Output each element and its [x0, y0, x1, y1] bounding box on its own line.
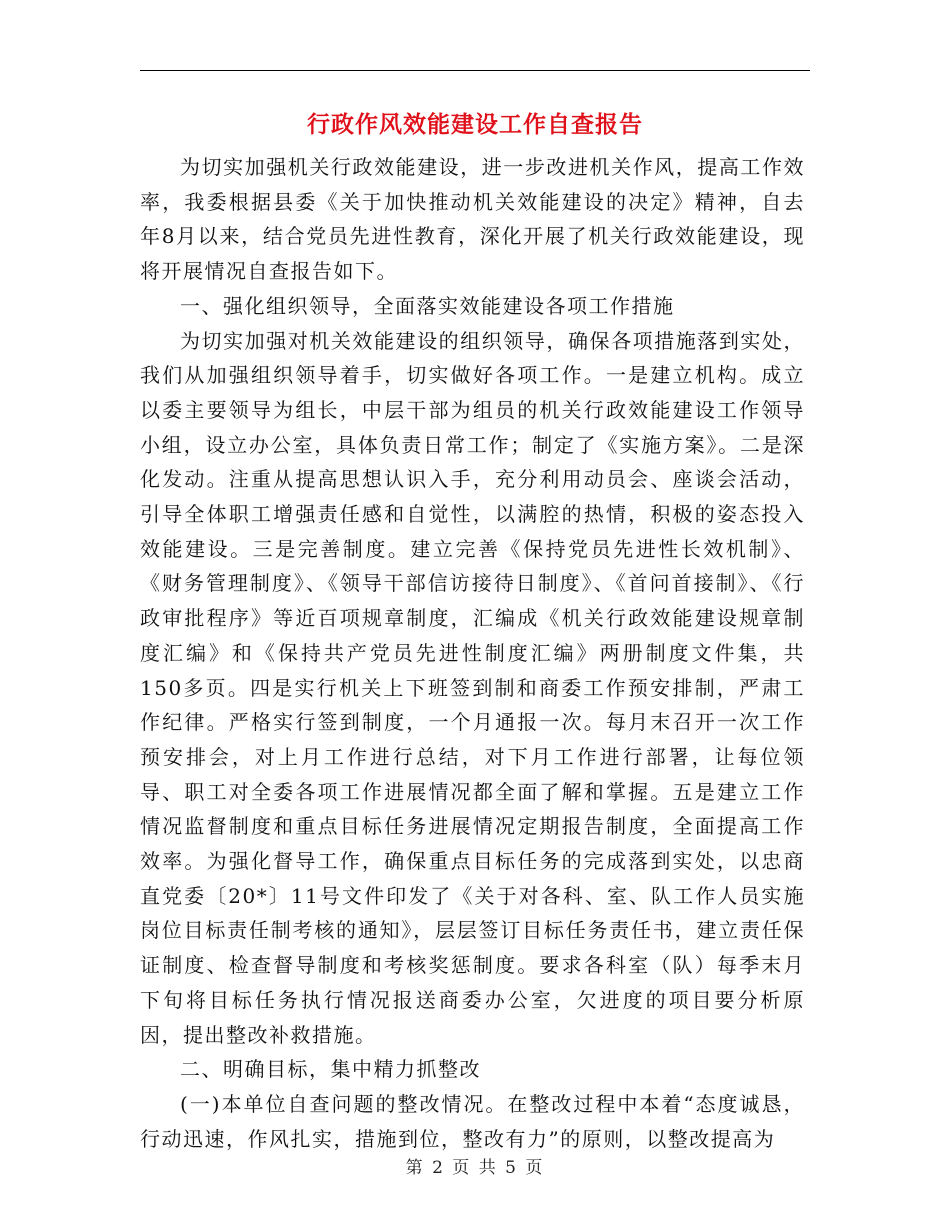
- page-footer: 第 2 页 共 5 页: [405, 1158, 545, 1178]
- section-heading-1: 一、强化组织领导，全面落实效能建设各项工作措施: [180, 293, 675, 318]
- section-heading-2: 二、明确目标，集中精力抓整改: [180, 1057, 481, 1082]
- paragraph-intro: 为切实加强机关行政效能建设，进一步改进机关作风，提高工作效率，我委根据县委《关于加快推动机关效能建设的决定》精神，自去年8月以来，结合党员先进性教育，深化开展了机关行政效能建设，现将开展情况自查报告如下。: [140, 155, 805, 284]
- document-body: [140, 150, 805, 1156]
- document-title: 行政作风效能建设工作自查报告: [307, 111, 643, 138]
- paragraph-section-2: (一)本单位自查问题的整改情况。在整改过程中本着“态度诚恳，行动迅速，作风扎实，措施到位，整改有力”的原则，以整改提高为: [140, 1091, 805, 1151]
- paragraph-section-1: 为切实加强对机关效能建设的组织领导，确保各项措施落到实处，我们从加强组织领导着手，切实做好各项工作。一是建立机构。成立以委主要领导为组长，中层干部为组员的机关行政效能建设工作领导小组，设立办公室，具体负责日常工作；制定了《实施方案》。二是深化发动。注重从提高思想认识入手，充分利用动员会、座谈会活动，引导全体职工增强责任感和自觉性，以满腔的热情，积极的姿态投入效能建设。三是完善制度。建立完善《保持党员先进性长效机制》、《财务管理制度》、《领导干部信访接待日制度》、《首问首接制》、《行政审批程序》等近百项规章制度，汇编成《机关行政效能建设规章制度汇编》和《保持共产党员先进性制度汇编》两册制度文件集，共150多页。四是实行机关上下班签到制和商委工作预安排制，严肃工作纪律。严格实行签到制度，一个月通报一次。每月末召开一次工作预安排会，对上月工作进行总结，对下月工作进行部署，让每位领导、职工对全委各项工作进展情况都全面了解和掌握。五是建立工作情况监督制度和重点目标任务进展情况定期报告制度，全面提高工作效率。为强化督导工作，确保重点目标任务的完成落到实处，以忠商直党委〔20*〕11号文件印发了《关于对各科、室、队工作人员实施岗位目标责任制考核的通知》，层层签订目标任务责任书，建立责任保证制度、检查督导制度和考核奖惩制度。要求各科室（队）每季末月下旬将目标任务执行情况报送商委办公室，欠进度的项目要分析原因，提出整改补救措施。: [140, 328, 805, 1047]
- header-rule: [140, 70, 810, 71]
